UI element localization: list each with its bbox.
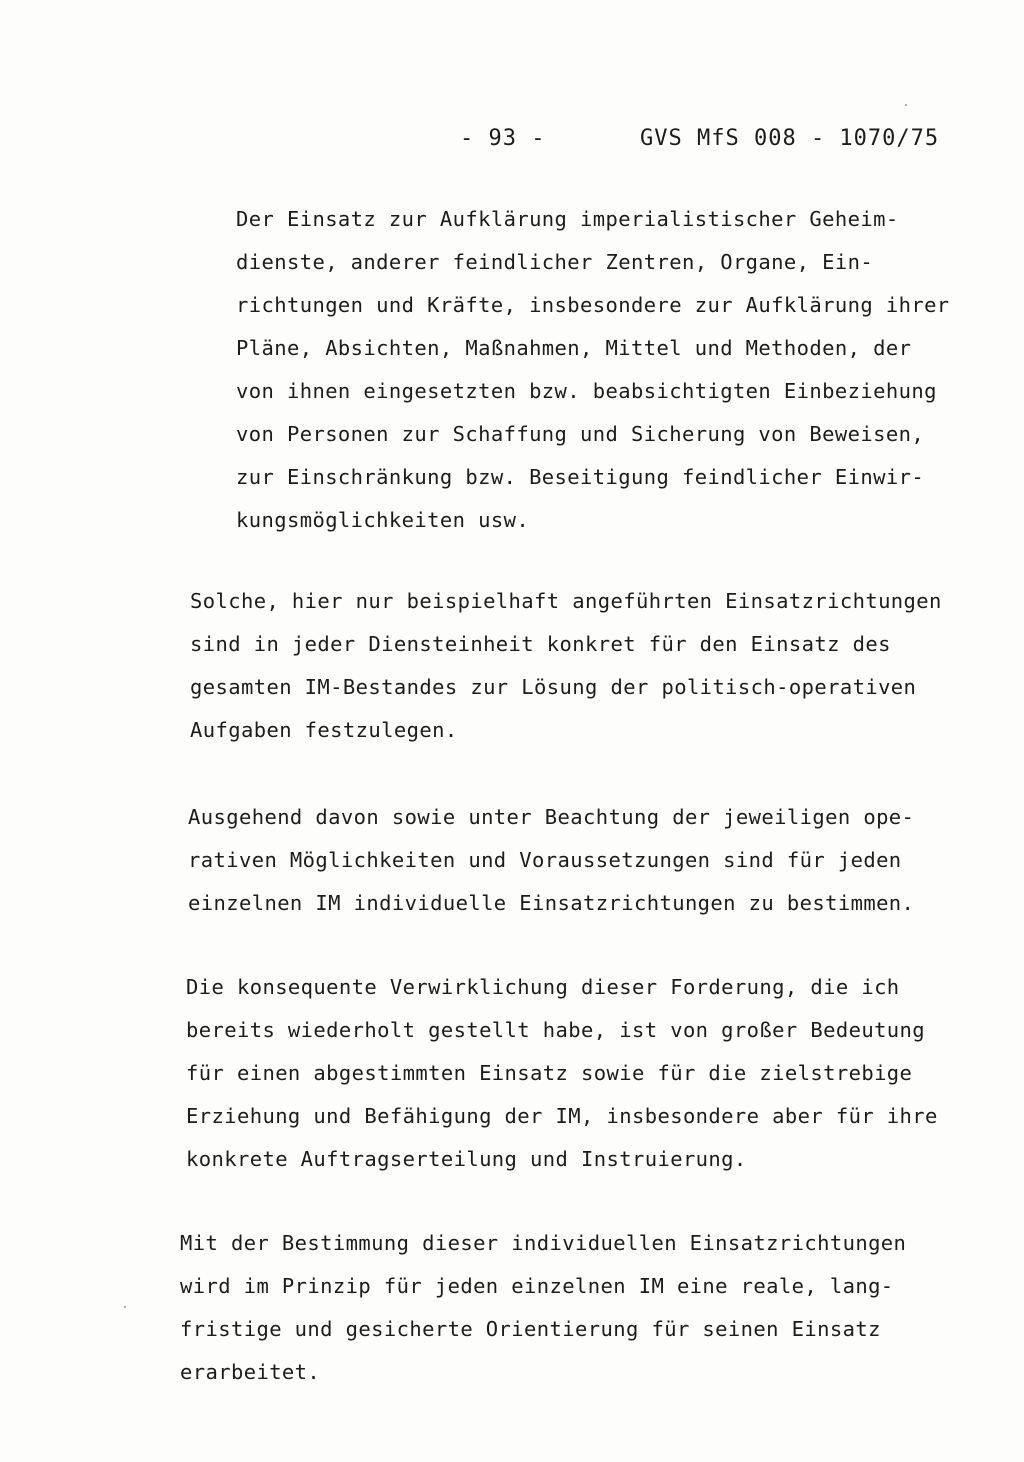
paragraph (236, 198, 950, 542)
text-line: Erziehung und Befähigung der IM, insbesondere aber für ihre (186, 1104, 938, 1128)
text-line: Die konsequente Verwirklichung dieser Forderung, die ich (186, 975, 900, 999)
page-header (0, 126, 1024, 160)
page-number: - 93 - (460, 126, 546, 151)
text-line: kungsmöglichkeiten usw. (236, 508, 530, 532)
text-line: fristige und gesicherte Orientierung für seinen Einsatz (180, 1317, 881, 1341)
document-reference: GVS MfS 008 - 1070/75 (640, 126, 940, 151)
text-line: einzelnen IM individuelle Einsatzrichtungen zu bestimmen. (188, 891, 915, 915)
text-line: erarbeitet. (180, 1360, 321, 1384)
text-line: wird im Prinzip für jeden einzelnen IM eine reale, lang- (180, 1274, 894, 1298)
text-line: Aufgaben festzulegen. (190, 718, 458, 742)
text-line: Pläne, Absichten, Maßnahmen, Mittel und Methoden, der (236, 336, 912, 360)
text-line: dienste, anderer feindlicher Zentren, Organe, Ein- (236, 250, 874, 274)
text-line: sind in jeder Diensteinheit konkret für den Einsatz des (190, 632, 891, 656)
paragraph (186, 966, 938, 1181)
text-line: zur Einschränkung bzw. Beseitigung feindlicher Einwir- (236, 465, 925, 489)
text-line: richtungen und Kräfte, insbesondere zur Aufklärung ihrer (236, 293, 950, 317)
paper-speck (905, 104, 907, 106)
paragraph (188, 796, 914, 925)
text-line: Der Einsatz zur Aufklärung imperialistischer Geheim- (236, 207, 899, 231)
text-line: rativen Möglichkeiten und Voraussetzungen sind für jeden (188, 848, 902, 872)
text-line: von ihnen eingesetzten bzw. beabsichtigten Einbeziehung (236, 379, 937, 403)
text-line: gesamten IM-Bestandes zur Lösung der politisch-operativen (190, 675, 917, 699)
paragraph (190, 580, 942, 752)
text-line: für einen abgestimmten Einsatz sowie für die zielstrebige (186, 1061, 913, 1085)
text-line: konkrete Auftragserteilung und Instruierung. (186, 1147, 747, 1171)
text-line: bereits wiederholt gestellt habe, ist von großer Bedeutung (186, 1018, 926, 1042)
text-line: Ausgehend davon sowie unter Beachtung der jeweiligen ope- (188, 805, 915, 829)
text-line: Mit der Bestimmung dieser individuellen Einsatzrichtungen (180, 1231, 907, 1255)
paper-speck (124, 1306, 126, 1308)
text-line: Solche, hier nur beispielhaft angeführten Einsatzrichtungen (190, 589, 942, 613)
paragraph (180, 1222, 906, 1394)
text-line: von Personen zur Schaffung und Sicherung von Beweisen, (236, 422, 925, 446)
